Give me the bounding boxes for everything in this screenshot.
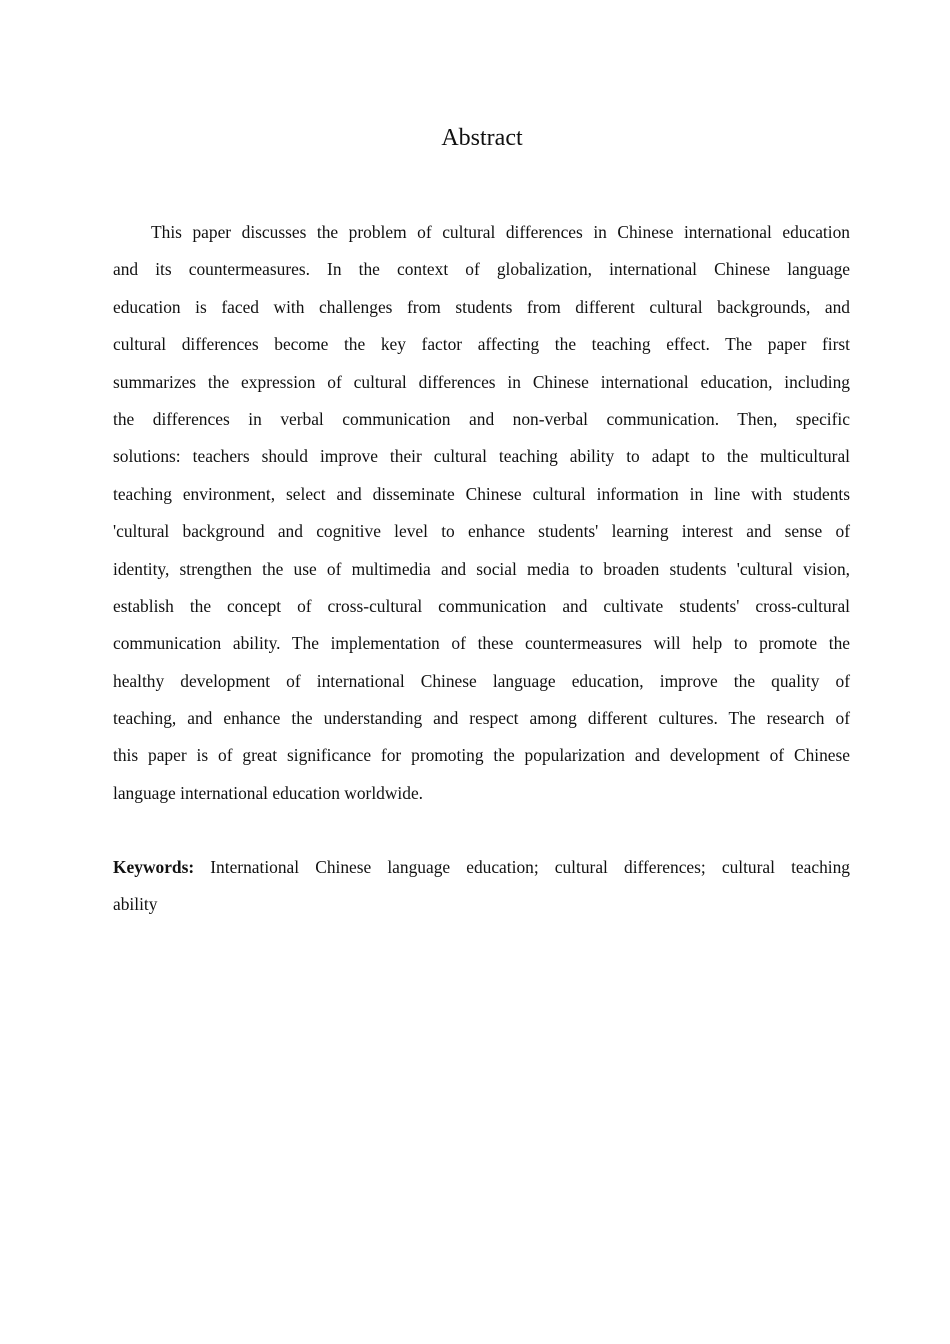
abstract-line: language international education worldwide.: [113, 782, 424, 803]
keywords-section: [113, 853, 850, 928]
abstract-line: cultural differences become the key factor affecting the teaching effect. The paper first: [113, 334, 850, 355]
abstract-body: [113, 218, 850, 816]
keywords-label: Keywords:: [113, 857, 195, 877]
abstract-line: solutions: teachers should improve their cultural teaching ability to adapt to the multicultural: [113, 446, 850, 467]
abstract-line: this paper is of great significance for promoting the popularization and development of Chinese: [113, 745, 850, 766]
abstract-line: teaching environment, select and disseminate Chinese cultural information in line with students: [113, 483, 850, 504]
abstract-line: This paper discusses the problem of cultural differences in Chinese international education: [151, 222, 850, 242]
abstract-line: summarizes the expression of cultural differences in Chinese international education, including: [113, 371, 850, 392]
keywords-line: [113, 853, 850, 890]
abstract-line: 'cultural background and cognitive level to enhance students' learning interest and sense of: [113, 521, 850, 542]
abstract-line: establish the concept of cross-cultural communication and cultivate students' cross-cultural: [113, 595, 850, 616]
keywords-line-continued: ability: [113, 894, 158, 915]
abstract-line: identity, strengthen the use of multimedia and social media to broaden students 'cultural vision,: [113, 558, 850, 579]
abstract-line: healthy development of international Chinese language education, improve the quality of: [113, 670, 850, 691]
abstract-line: teaching, and enhance the understanding and respect among different cultures. The research of: [113, 708, 850, 729]
keywords-text: International Chinese language education; cultural differences; cultural teaching: [210, 857, 850, 877]
abstract-line: the differences in verbal communication and non-verbal communication. Then, specific: [113, 408, 850, 429]
abstract-title: Abstract: [441, 125, 523, 151]
abstract-line: and its countermeasures. In the context of globalization, international Chinese language: [113, 259, 850, 280]
abstract-line: education is faced with challenges from students from different cultural backgrounds, and: [113, 296, 850, 317]
abstract-line: communication ability. The implementation of these countermeasures will help to promote the: [113, 633, 850, 654]
